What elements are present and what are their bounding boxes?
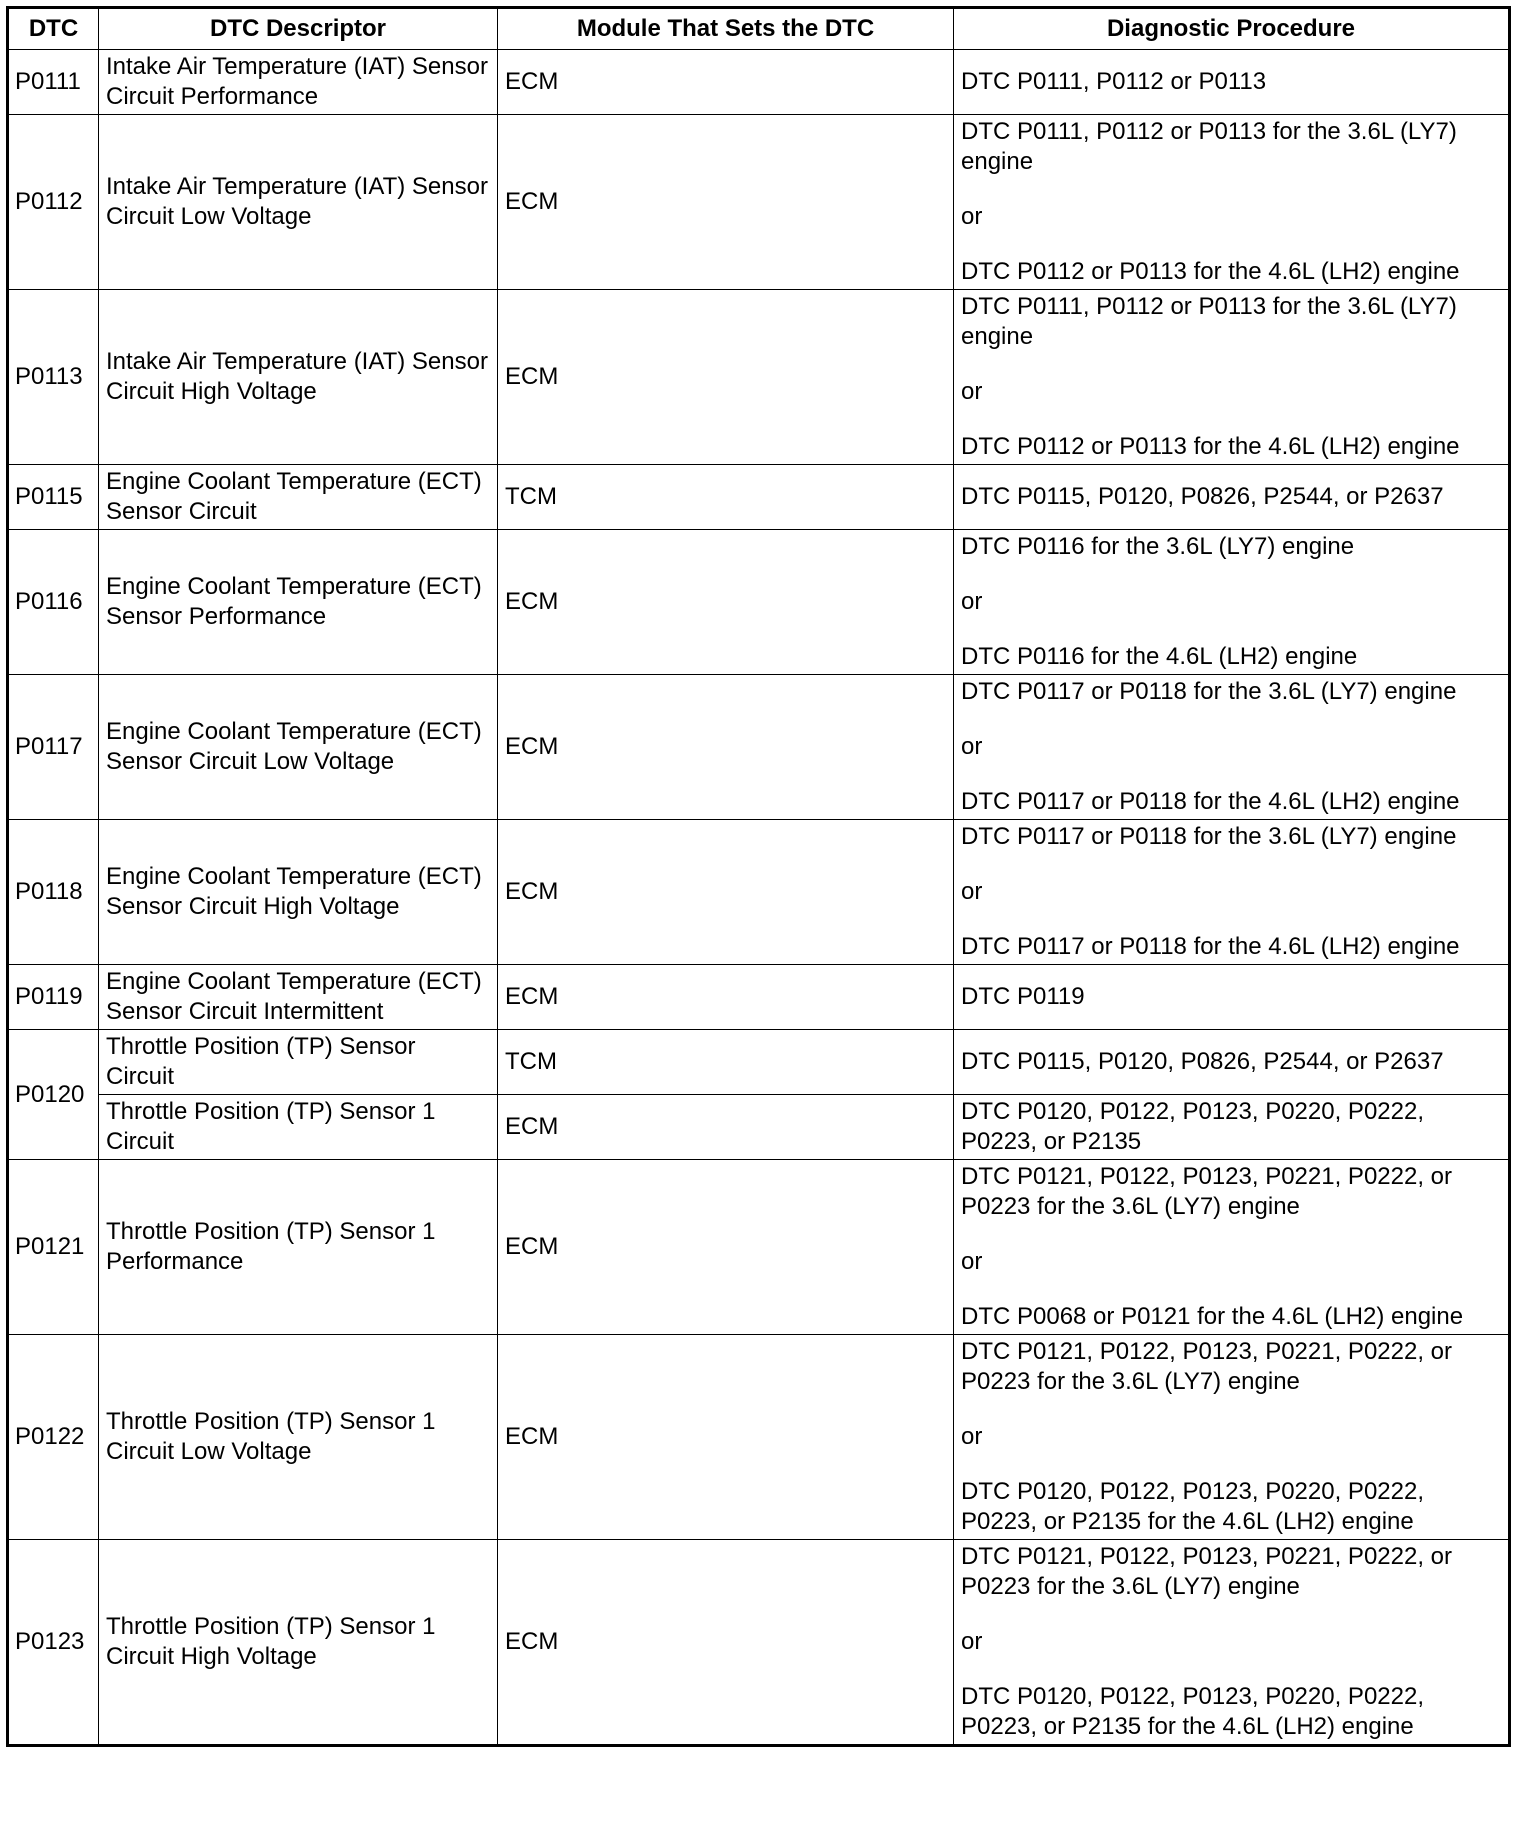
dtc-code-cell: P0111 bbox=[8, 50, 99, 115]
procedure-line: DTC P0068 or P0121 for the 4.6L (LH2) engine bbox=[961, 1303, 1464, 1330]
procedure-line: DTC P0120, P0122, P0123, P0220, P0222, P0223, or P2135 for the 4.6L (LH2) engine bbox=[961, 1683, 1424, 1740]
procedure-line: DTC P0117 or P0118 for the 3.6L (LY7) engine bbox=[961, 678, 1457, 705]
procedure-line: DTC P0120, P0122, P0123, P0220, P0222, P0223, or P2135 for the 4.6L (LH2) engine bbox=[961, 1478, 1424, 1535]
procedure-line: DTC P0116 for the 3.6L (LY7) engine bbox=[961, 533, 1355, 560]
procedure-line: DTC P0117 or P0118 for the 4.6L (LH2) engine bbox=[961, 788, 1460, 815]
table-row bbox=[8, 465, 1510, 530]
procedure-line: DTC P0112 or P0113 for the 4.6L (LH2) engine bbox=[961, 433, 1460, 460]
dtc-descriptor-cell: Engine Coolant Temperature (ECT) Sensor Circuit High Voltage bbox=[99, 820, 498, 965]
procedure-line: DTC P0112 or P0113 for the 4.6L (LH2) engine bbox=[961, 258, 1460, 285]
table-row bbox=[8, 50, 1510, 115]
procedure-line: or bbox=[961, 1628, 983, 1655]
diagnostic-procedure-cell bbox=[954, 1160, 1510, 1335]
module-cell: ECM bbox=[498, 115, 954, 290]
table-row bbox=[8, 1095, 1510, 1160]
dtc-descriptor-cell: Engine Coolant Temperature (ECT) Sensor Circuit Intermittent bbox=[99, 965, 498, 1030]
table-row bbox=[8, 1030, 1510, 1095]
table-row bbox=[8, 1540, 1510, 1746]
diagnostic-procedure-cell bbox=[954, 1540, 1510, 1746]
module-cell: ECM bbox=[498, 290, 954, 465]
module-cell: TCM bbox=[498, 465, 954, 530]
dtc-descriptor-cell: Throttle Position (TP) Sensor 1 Performance bbox=[99, 1160, 498, 1335]
procedure-line: or bbox=[961, 1248, 983, 1275]
table-row bbox=[8, 1335, 1510, 1540]
diagnostic-procedure-cell bbox=[954, 290, 1510, 465]
diagnostic-procedure-cell bbox=[954, 1095, 1510, 1160]
dtc-code-cell: P0116 bbox=[8, 530, 99, 675]
table-row bbox=[8, 290, 1510, 465]
module-cell: ECM bbox=[498, 1540, 954, 1746]
procedure-line: DTC P0117 or P0118 for the 4.6L (LH2) engine bbox=[961, 933, 1460, 960]
procedure-line: DTC P0121, P0122, P0123, P0221, P0222, or P0223 for the 3.6L (LY7) engine bbox=[961, 1543, 1453, 1600]
dtc-code-cell: P0120 bbox=[8, 1030, 99, 1160]
procedure-line: or bbox=[961, 378, 983, 405]
column-header-descriptor: DTC Descriptor bbox=[99, 8, 498, 50]
diagnostic-procedure-cell bbox=[954, 50, 1510, 115]
table-row bbox=[8, 115, 1510, 290]
module-cell: ECM bbox=[498, 1335, 954, 1540]
dtc-code-cell: P0123 bbox=[8, 1540, 99, 1746]
table-row bbox=[8, 530, 1510, 675]
module-cell: ECM bbox=[498, 50, 954, 115]
dtc-descriptor-cell: Throttle Position (TP) Sensor Circuit bbox=[99, 1030, 498, 1095]
procedure-line: DTC P0111, P0112 or P0113 for the 3.6L (LY7) engine bbox=[961, 293, 1457, 350]
dtc-code-cell: P0113 bbox=[8, 290, 99, 465]
procedure-line: or bbox=[961, 203, 983, 230]
module-cell: ECM bbox=[498, 530, 954, 675]
dtc-descriptor-cell: Engine Coolant Temperature (ECT) Sensor Performance bbox=[99, 530, 498, 675]
dtc-code-cell: P0119 bbox=[8, 965, 99, 1030]
module-cell: ECM bbox=[498, 820, 954, 965]
module-cell: TCM bbox=[498, 1030, 954, 1095]
dtc-descriptor-cell: Throttle Position (TP) Sensor 1 Circuit Low Voltage bbox=[99, 1335, 498, 1540]
column-header-module: Module That Sets the DTC bbox=[498, 8, 954, 50]
dtc-code-cell: P0112 bbox=[8, 115, 99, 290]
table-row bbox=[8, 675, 1510, 820]
procedure-line: or bbox=[961, 733, 983, 760]
procedure-line: DTC P0121, P0122, P0123, P0221, P0222, or P0223 for the 3.6L (LY7) engine bbox=[961, 1338, 1453, 1395]
table-row bbox=[8, 965, 1510, 1030]
module-cell: ECM bbox=[498, 1095, 954, 1160]
dtc-code-cell: P0117 bbox=[8, 675, 99, 820]
dtc-code-cell: P0122 bbox=[8, 1335, 99, 1540]
dtc-code-cell: P0115 bbox=[8, 465, 99, 530]
dtc-descriptor-cell: Intake Air Temperature (IAT) Sensor Circuit High Voltage bbox=[99, 290, 498, 465]
diagnostic-procedure-cell bbox=[954, 115, 1510, 290]
table-row bbox=[8, 1160, 1510, 1335]
procedure-line: DTC P0121, P0122, P0123, P0221, P0222, or P0223 for the 3.6L (LY7) engine bbox=[961, 1163, 1453, 1220]
procedure-line: DTC P0119 bbox=[961, 983, 1085, 1010]
diagnostic-procedure-cell bbox=[954, 1030, 1510, 1095]
dtc-table bbox=[6, 6, 1511, 1747]
dtc-descriptor-cell: Throttle Position (TP) Sensor 1 Circuit bbox=[99, 1095, 498, 1160]
module-cell: ECM bbox=[498, 675, 954, 820]
dtc-descriptor-cell: Intake Air Temperature (IAT) Sensor Circuit Performance bbox=[99, 50, 498, 115]
diagnostic-procedure-cell bbox=[954, 1335, 1510, 1540]
diagnostic-procedure-cell bbox=[954, 465, 1510, 530]
procedure-line: DTC P0115, P0120, P0826, P2544, or P2637 bbox=[961, 483, 1444, 510]
dtc-descriptor-cell: Throttle Position (TP) Sensor 1 Circuit High Voltage bbox=[99, 1540, 498, 1746]
procedure-line: DTC P0116 for the 4.6L (LH2) engine bbox=[961, 643, 1358, 670]
module-cell: ECM bbox=[498, 1160, 954, 1335]
table-row bbox=[8, 820, 1510, 965]
diagnostic-procedure-cell bbox=[954, 965, 1510, 1030]
procedure-line: or bbox=[961, 588, 983, 615]
procedure-line: or bbox=[961, 1423, 983, 1450]
procedure-line: DTC P0117 or P0118 for the 3.6L (LY7) engine bbox=[961, 823, 1457, 850]
column-header-dtc: DTC bbox=[8, 8, 99, 50]
procedure-line: DTC P0111, P0112 or P0113 bbox=[961, 68, 1267, 95]
header-row bbox=[8, 8, 1510, 50]
dtc-code-cell: P0118 bbox=[8, 820, 99, 965]
dtc-descriptor-cell: Engine Coolant Temperature (ECT) Sensor Circuit bbox=[99, 465, 498, 530]
procedure-line: or bbox=[961, 878, 983, 905]
procedure-line: DTC P0120, P0122, P0123, P0220, P0222, P0223, or P2135 bbox=[961, 1098, 1424, 1155]
procedure-line: DTC P0115, P0120, P0826, P2544, or P2637 bbox=[961, 1048, 1444, 1075]
table-body bbox=[8, 50, 1510, 1746]
diagnostic-procedure-cell bbox=[954, 530, 1510, 675]
column-header-procedure: Diagnostic Procedure bbox=[954, 8, 1510, 50]
diagnostic-procedure-cell bbox=[954, 675, 1510, 820]
diagnostic-procedure-cell bbox=[954, 820, 1510, 965]
dtc-descriptor-cell: Engine Coolant Temperature (ECT) Sensor Circuit Low Voltage bbox=[99, 675, 498, 820]
module-cell: ECM bbox=[498, 965, 954, 1030]
dtc-code-cell: P0121 bbox=[8, 1160, 99, 1335]
dtc-descriptor-cell: Intake Air Temperature (IAT) Sensor Circuit Low Voltage bbox=[99, 115, 498, 290]
procedure-line: DTC P0111, P0112 or P0113 for the 3.6L (LY7) engine bbox=[961, 118, 1457, 175]
